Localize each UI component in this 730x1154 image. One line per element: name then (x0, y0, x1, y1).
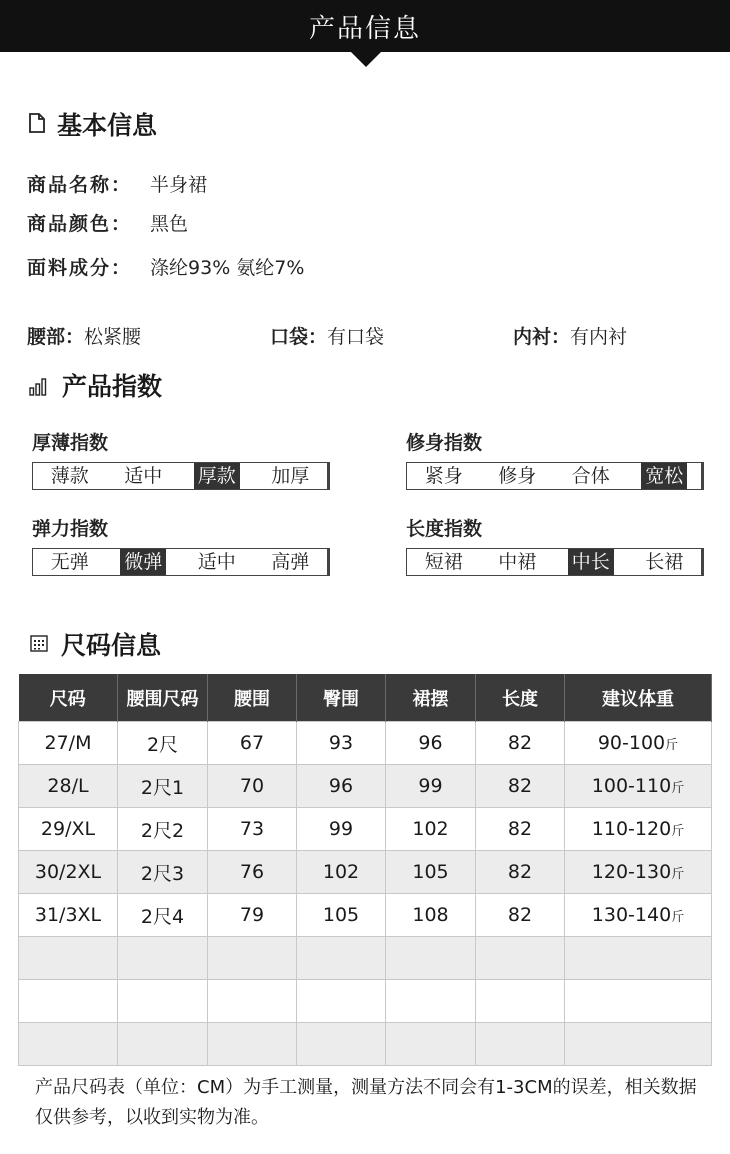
thickness-option-selected: 厚款 (194, 463, 240, 489)
table-cell: 96 (386, 722, 476, 765)
pocket-key: 口袋： (270, 326, 328, 348)
table-cell (476, 937, 565, 980)
table-cell: 82 (476, 851, 565, 894)
weight-unit: 斤 (671, 910, 685, 925)
table-cell (118, 980, 208, 1023)
document-icon (28, 113, 46, 133)
table-cell (565, 765, 712, 808)
table-cell: 108 (386, 894, 476, 937)
product-name-value: 半身裙 (150, 174, 208, 196)
table-cell (565, 808, 712, 851)
table-cell (565, 894, 712, 937)
table-cell (118, 937, 208, 980)
weight-value: 90-100 (597, 732, 666, 754)
elasticity-option: 高弹 (271, 551, 310, 573)
fabric-key: 面料成分： (27, 257, 133, 279)
weight-value: 120-130 (591, 861, 672, 883)
table-cell: 82 (476, 765, 565, 808)
table-cell (19, 980, 118, 1023)
elasticity-label: 弹力指数 (32, 518, 109, 540)
table-cell: 2尺3 (118, 851, 208, 894)
length-option: 中裙 (498, 551, 537, 573)
table-cell: 73 (208, 808, 297, 851)
table-cell: 93 (297, 722, 386, 765)
table-cell (476, 1023, 565, 1066)
table-cell (118, 1023, 208, 1066)
banner-title: 产品信息 (308, 14, 421, 44)
table-cell (19, 1023, 118, 1066)
column-header: 裙摆 (386, 674, 476, 722)
table-cell (386, 980, 476, 1023)
empty-table-row (19, 1023, 712, 1066)
column-header: 腰围尺码 (118, 674, 208, 722)
table-cell: 2尺 (118, 722, 208, 765)
weight-unit: 斤 (671, 867, 685, 882)
weight-value: 130-140 (591, 904, 672, 926)
product-name-row (27, 170, 207, 197)
weight-unit: 斤 (671, 824, 685, 839)
length-scale (406, 548, 702, 576)
header-banner (0, 0, 730, 52)
table-cell (208, 937, 297, 980)
table-cell (297, 1023, 386, 1066)
fit-option: 合体 (571, 465, 610, 487)
weight-value: 110-120 (591, 818, 672, 840)
table-cell: 102 (297, 851, 386, 894)
table-cell: 31/3XL (19, 894, 118, 937)
table-cell: 2尺1 (118, 765, 208, 808)
elasticity-option-selected: 微弹 (120, 549, 166, 575)
pocket-value: 有口袋 (327, 326, 385, 348)
fit-label: 修身指数 (406, 432, 483, 454)
table-cell (297, 980, 386, 1023)
table-row (19, 808, 712, 851)
column-header: 腰围 (208, 674, 297, 722)
table-row (19, 894, 712, 937)
waist-key: 腰部： (27, 326, 85, 348)
table-row (19, 851, 712, 894)
banner-arrow (351, 52, 381, 67)
fabric-row (27, 253, 304, 280)
table-cell: 102 (386, 808, 476, 851)
table-cell: 82 (476, 894, 565, 937)
product-index-title: 产品指数 (62, 372, 163, 401)
length-label: 长度指数 (406, 518, 483, 540)
thickness-option: 适中 (124, 465, 163, 487)
lining-info (513, 322, 627, 349)
fabric-value: 涤纶93% 氨纶7% (150, 257, 305, 279)
measurement-note: 产品尺码表（单位：CM）为手工测量，测量方法不同会有1-3CM的误差，相关数据仅供参考，以收到实物为准。 (35, 1077, 697, 1128)
table-cell (565, 980, 712, 1023)
table-cell: 70 (208, 765, 297, 808)
table-cell: 2尺4 (118, 894, 208, 937)
lining-key: 内衬： (513, 326, 571, 348)
empty-table-row (19, 980, 712, 1023)
lining-value: 有内衬 (570, 326, 628, 348)
column-header: 长度 (476, 674, 565, 722)
table-cell (386, 937, 476, 980)
table-cell: 99 (386, 765, 476, 808)
table-cell: 67 (208, 722, 297, 765)
table-cell (565, 722, 712, 765)
column-header: 臀围 (297, 674, 386, 722)
table-cell: 29/XL (19, 808, 118, 851)
table-cell: 99 (297, 808, 386, 851)
table-row (19, 722, 712, 765)
table-cell: 96 (297, 765, 386, 808)
product-color-value: 黑色 (150, 213, 189, 235)
length-option: 长裙 (645, 551, 684, 573)
column-header: 建议体重 (565, 674, 712, 722)
thickness-option: 薄款 (50, 465, 89, 487)
table-cell: 28/L (19, 765, 118, 808)
waist-info (27, 322, 141, 349)
table-cell (208, 1023, 297, 1066)
fit-scale (406, 462, 702, 490)
table-row (19, 765, 712, 808)
table-cell (297, 937, 386, 980)
column-header: 尺码 (19, 674, 118, 722)
table-header-row (19, 674, 712, 722)
table-cell: 105 (386, 851, 476, 894)
weight-unit: 斤 (665, 738, 679, 753)
weight-unit: 斤 (671, 781, 685, 796)
table-cell: 76 (208, 851, 297, 894)
waist-value: 松紧腰 (84, 326, 142, 348)
table-cell (386, 1023, 476, 1066)
elasticity-option: 适中 (197, 551, 236, 573)
size-info-title: 尺码信息 (61, 631, 162, 660)
pocket-info (270, 322, 384, 349)
size-table (18, 674, 712, 1066)
table-cell (565, 1023, 712, 1066)
thickness-option: 加厚 (271, 465, 310, 487)
fit-option-selected: 宽松 (641, 463, 687, 489)
thickness-scale (32, 462, 328, 490)
basic-info-title: 基本信息 (57, 111, 158, 140)
weight-value: 100-110 (591, 775, 672, 797)
length-option: 短裙 (424, 551, 463, 573)
empty-table-row (19, 937, 712, 980)
table-cell (565, 851, 712, 894)
table-cell: 79 (208, 894, 297, 937)
table-cell: 27/M (19, 722, 118, 765)
product-color-key: 商品颜色： (27, 213, 133, 235)
elasticity-option: 无弹 (50, 551, 89, 573)
table-cell: 105 (297, 894, 386, 937)
table-cell (208, 980, 297, 1023)
table-cell (476, 980, 565, 1023)
table-cell (19, 937, 118, 980)
table-cell: 30/2XL (19, 851, 118, 894)
product-color-row (27, 209, 188, 236)
fit-option: 紧身 (424, 465, 463, 487)
length-option-selected: 中长 (568, 549, 614, 575)
table-cell (565, 937, 712, 980)
fit-option: 修身 (498, 465, 537, 487)
bar-chart-icon (29, 376, 49, 396)
elasticity-scale (32, 548, 328, 576)
table-cell: 82 (476, 808, 565, 851)
table-cell: 2尺2 (118, 808, 208, 851)
table-cell: 82 (476, 722, 565, 765)
product-name-key: 商品名称： (27, 174, 133, 196)
calendar-icon (30, 634, 48, 652)
thickness-label: 厚薄指数 (32, 432, 109, 454)
